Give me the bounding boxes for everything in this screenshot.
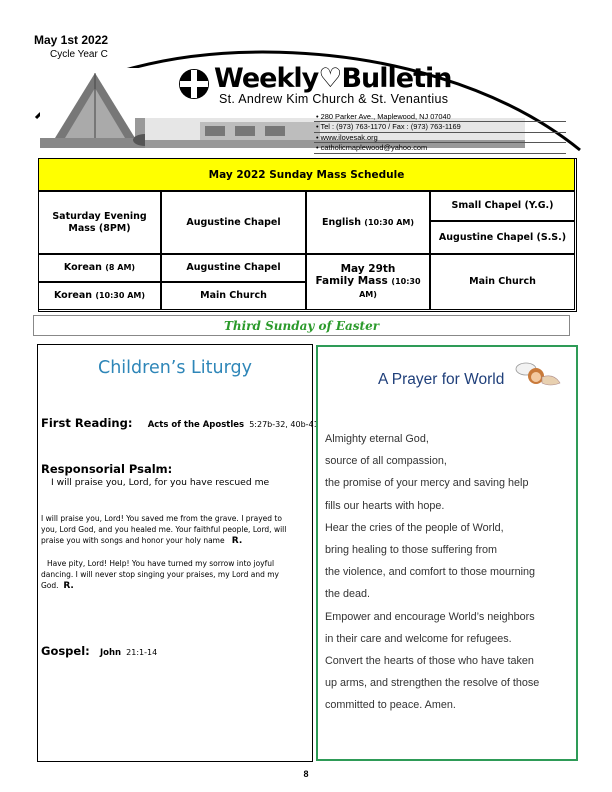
cell-korean-1030: Korean (10:30 AM)	[38, 282, 161, 310]
cell-sat-evening: Saturday Evening Mass (8PM)	[38, 191, 161, 254]
cell-main-church-2: Main Church	[161, 282, 306, 310]
website: • www.ilovesak.org	[314, 133, 566, 143]
cell-english: English (10:30 AM)	[306, 191, 430, 254]
first-reading: First Reading: Acts of the Apostles 5:27b-32, 40b-41	[41, 416, 319, 430]
cell-korean-8am: Korean (8 AM)	[38, 254, 161, 282]
prayer-title: A Prayer for World	[378, 371, 505, 388]
psalm-label: Responsorial Psalm:	[41, 462, 173, 476]
cell-augustine-ss: Augustine Chapel (S.S.)	[430, 221, 575, 254]
phone-fax: • Tel : (973) 763-1170 / Fax : (973) 763-1169	[314, 122, 566, 132]
psalm-response: I will praise you, Lord, for you have rescued me	[51, 477, 270, 488]
psalm-verse-2: Have pity, Lord! Help! You have turned my sorrow into joyful dancing. I will never stop singing your praises, my Lord and my God. R.	[41, 559, 279, 591]
page-number: 8	[303, 769, 309, 779]
cell-family-mass: May 29th Family Mass (10:30 AM)	[306, 254, 430, 310]
church-name: St. Andrew Kim Church & St. Venantius	[219, 92, 449, 106]
bulletin-date: May 1st 2022	[34, 33, 109, 47]
childrens-liturgy-title: Children’s Liturgy	[98, 358, 252, 378]
angel-icon	[512, 359, 562, 389]
cycle-year: Cycle Year C	[50, 49, 108, 60]
gospel: Gospel: John 21:1-14	[41, 644, 158, 658]
childrens-liturgy-box	[37, 344, 313, 762]
contact-info	[314, 112, 566, 154]
schedule-title: May 2022 Sunday Mass Schedule	[38, 158, 575, 191]
sunday-banner: Third Sunday of Easter	[33, 315, 570, 336]
cell-small-chapel: Small Chapel (Y.G.)	[430, 191, 575, 221]
address: • 280 Parker Ave., Maplewood, NJ 07040	[314, 112, 566, 122]
prayer-text: Almighty eternal God, source of all compassion, the promise of your mercy and saving help fills our hearts with hope. Hear the cries of the people of World, bring healing to those suffering from the violence, and comfort to those mourning the dead. Empower and encourage World’s neighbors in their care and welcome for refugees. Convert the hearts of those who have taken up arms, and strengthen the resolve of those committed to peace. Amen.	[325, 433, 540, 712]
cell-augustine-chapel: Augustine Chapel	[161, 191, 306, 254]
psalm-verse-1: I will praise you, Lord! You saved me from the grave. I prayed to you, Lord God, and you healed me. Your faithful people, Lord, will praise you with songs and honor your holy name R.	[41, 514, 287, 546]
cross-logo-icon	[177, 67, 211, 101]
email: • catholicmaplewood@yahoo.com	[314, 143, 566, 153]
bulletin-logo-text: Weekly♡Bulletin	[214, 63, 452, 94]
cell-augustine-chapel-2: Augustine Chapel	[161, 254, 306, 282]
cell-main-church: Main Church	[430, 254, 575, 310]
